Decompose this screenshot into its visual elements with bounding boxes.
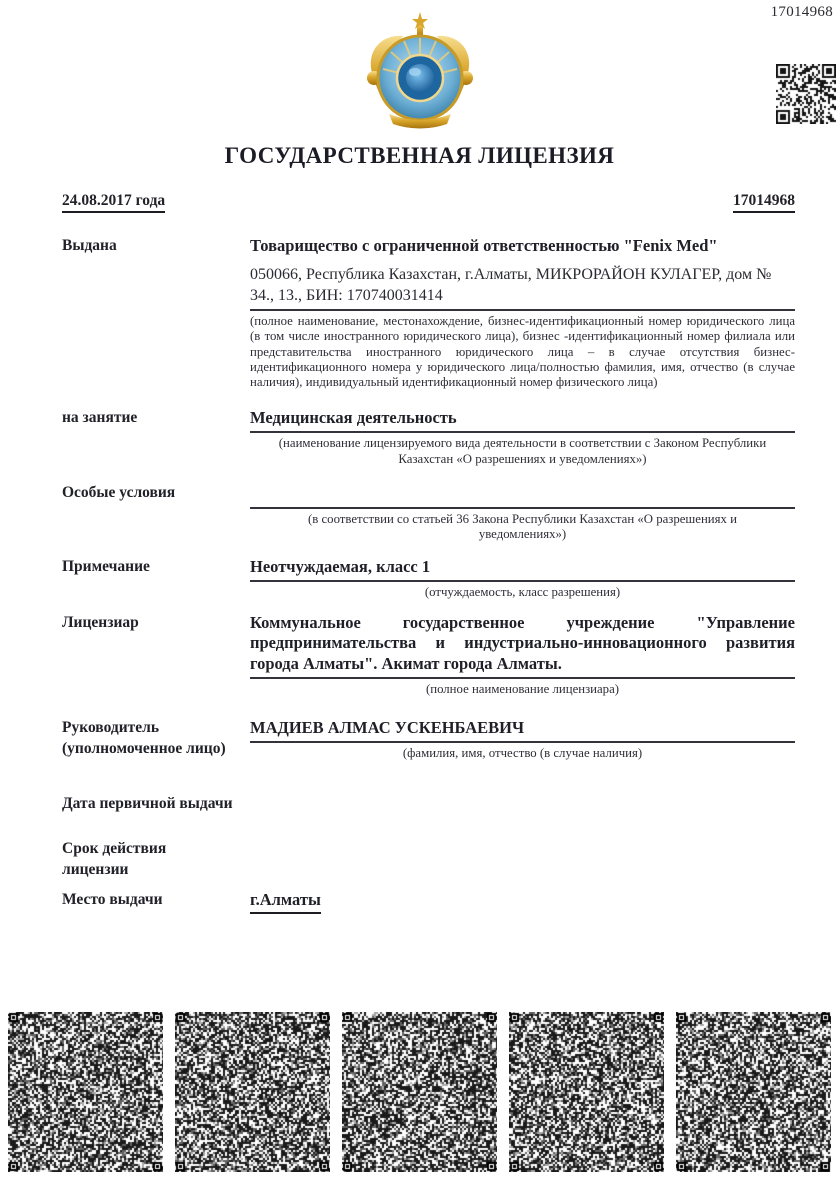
barcode-block [8, 1012, 163, 1172]
document-title: ГОСУДАРСТВЕННАЯ ЛИЦЕНЗИЯ [224, 143, 615, 168]
licensor-value: Коммунальное государственное учреждение "Управление предпринимательства и индустриально-инновационного развития города Алматы". Акимат города Алматы. [250, 612, 795, 673]
field-first-issue-label: Дата первичной выдачи [62, 794, 233, 812]
barcode-block [509, 1012, 664, 1172]
field-rule [250, 507, 795, 509]
field-activity-label: на занятие [62, 408, 138, 426]
barcode-block [676, 1012, 831, 1172]
date-number-row [62, 192, 795, 213]
barcode-block [175, 1012, 330, 1172]
field-rule [250, 677, 795, 679]
field-licensor-label: Лицензиар [62, 613, 139, 631]
activity-value: Медицинская деятельность [250, 407, 457, 427]
field-activity-note: (наименование лицензируемого вида деятельности в соответствии с Законом Республики Казахстан «О разрешениях и уведомлениях») [278, 436, 767, 466]
field-validity-label: Срок действия лицензии [62, 839, 167, 878]
field-remark [62, 557, 795, 601]
field-special-conditions [62, 483, 795, 543]
issue-date: 24.08.2017 года [62, 192, 165, 213]
field-special-label: Особые условия [62, 483, 176, 501]
head-name-value: МАДИЕВ АЛМАС УСКЕНБАЕВИЧ [250, 717, 525, 737]
document-number-top: 17014968 [770, 4, 833, 20]
field-issued-note: (полное наименование, местонахождение, бизнес-идентификационный номер юридического лица (в том числе иностранного юридического лица), бизнес -идентификационный номер филиала или представительства иностранного юридического лица – в случае отсутствия бизнес-идентификационного номера у юридического лица/полностью фамилия, имя, отчество (в случае наличия), индивидуальный идентификационный номер физического лица) [250, 313, 795, 390]
license-number: 17014968 [733, 192, 795, 213]
license-fields [62, 230, 795, 914]
field-place-label: Место выдачи [62, 891, 163, 909]
qr-code-icon [776, 64, 836, 124]
special-conditions-empty-value [250, 483, 795, 504]
field-first-issue-date [62, 794, 795, 815]
place-of-issue-value: г.Алматы [250, 890, 321, 914]
licensee-address: 050066, Республика Казахстан, г.Алматы, МИКРОРАЙОН КУЛАГЕР, дом № 34., 13., БИН: 170740031414 [250, 265, 772, 304]
field-issued [62, 236, 795, 391]
field-rule [250, 741, 795, 743]
licensee-name: Товарищество с ограниченной ответственностью "Fenix Med" [250, 236, 718, 255]
field-rule [250, 580, 795, 582]
field-activity [62, 408, 795, 467]
field-issued-label: Выдана [62, 237, 117, 254]
field-special-note: (в соответствии со статьей 36 Закона Республики Казахстан «О разрешениях и уведомлениях») [308, 511, 737, 542]
field-validity [62, 839, 795, 881]
barcode-block [342, 1012, 497, 1172]
field-rule [250, 431, 795, 433]
field-licensor [62, 613, 795, 698]
barcode-strip [8, 1012, 831, 1174]
field-remark-label: Примечание [62, 557, 150, 575]
kazakhstan-coat-of-arms-icon [359, 10, 481, 141]
field-licensor-note: (полное наименование лицензиара) [425, 682, 620, 697]
field-remark-note: (отчуждаемость, класс разрешения) [424, 585, 621, 600]
field-head-label: Руководитель (уполномоченное лицо) [62, 718, 226, 757]
field-rule [250, 309, 795, 311]
field-place-of-issue [62, 890, 795, 914]
field-head [62, 718, 795, 762]
remark-value: Неотчуждаемая, класс 1 [250, 556, 431, 576]
field-head-note: (фамилия, имя, отчество (в случае наличия) [402, 746, 643, 761]
